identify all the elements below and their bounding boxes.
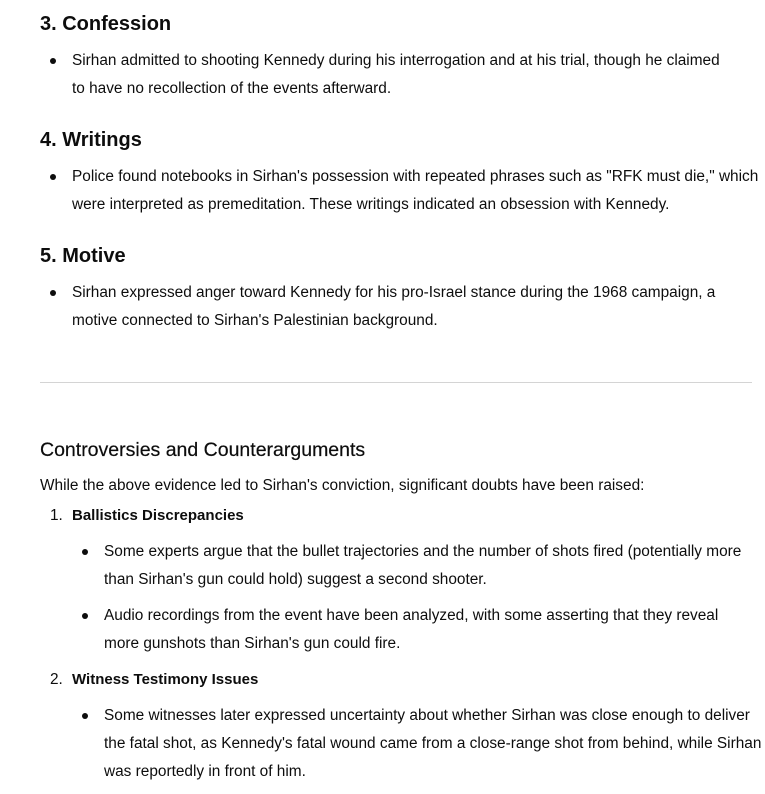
item-title: Witness Testimony Issues: [72, 671, 259, 688]
section-confession: [40, 10, 732, 103]
bullet-list: [72, 702, 762, 786]
list-item: Some witnesses later expressed uncertainty about whether Sirhan was close enough to deliver the fatal shot, as Kennedy's fatal wound came from a close-range shot from behind, while Sirhan was reportedly in front of him.: [72, 702, 764, 786]
item-number: 1.: [50, 507, 63, 524]
bullet-list: [72, 538, 754, 658]
bullet-list: [40, 279, 742, 335]
list-item: Police found notebooks in Sirhan's possession with repeated phrases such as "RFK must die," which were interpreted as premeditation. These writings indicated an obsession with Kennedy.: [40, 163, 762, 219]
controversies-intro: While the above evidence led to Sirhan's conviction, significant doubts have been raised:: [40, 477, 645, 494]
list-item: Some experts argue that the bullet trajectories and the number of shots fired (potentially more than Sirhan's gun could hold) suggest a second shooter.: [72, 538, 744, 594]
section-motive: [40, 242, 742, 335]
numbered-item-ballistics: [40, 502, 754, 658]
section-heading: 3. Confession: [40, 13, 172, 35]
item-number: 2.: [50, 671, 63, 688]
bullet-list: [40, 163, 762, 219]
list-item: Audio recordings from the event have been analyzed, with some asserting that they reveal more gunshots than Sirhan's gun could fire.: [72, 602, 754, 658]
numbered-item-witness: [40, 666, 762, 786]
list-item: Sirhan expressed anger toward Kennedy for his pro-Israel stance during the 1968 campaign, a motive connected to Sirhan's Palestinian background.: [40, 279, 742, 335]
item-title: Ballistics Discrepancies: [72, 507, 244, 524]
list-item: Sirhan admitted to shooting Kennedy during his interrogation and at his trial, though he claimed to have no recollection of the events afterward.: [40, 47, 732, 103]
section-writings: [40, 126, 762, 219]
section-heading: 4. Writings: [40, 129, 142, 151]
numbered-list: [40, 502, 762, 786]
bullet-list: [40, 47, 732, 103]
controversies-title: Controversies and Counterarguments: [40, 439, 366, 461]
section-heading: 5. Motive: [40, 245, 126, 267]
section-divider: [40, 382, 752, 383]
controversies-section: [40, 436, 762, 794]
